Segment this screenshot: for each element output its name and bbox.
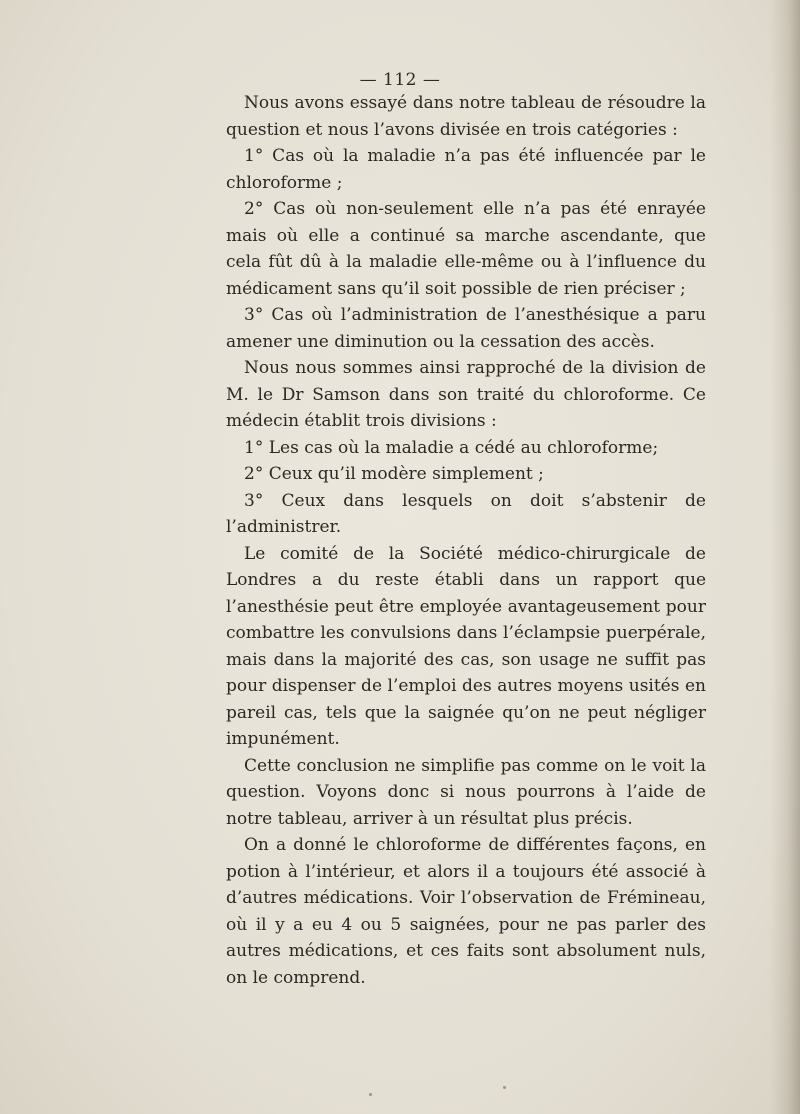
paragraph-10: Cette conclusion ne simplifie pas comme on le voit la question. Voyons donc si nous pourrons à l’aide de notre tableau, arriver à un résultat plus précis. [226, 755, 706, 829]
paragraph-11: On a donné le chloroforme de différentes façons, en potion à l’intérieur, et alors il a toujours été associé à d’autres médications. Voir l’observation de Frémineau, où il y a eu 4 ou 5 saignées, pour ne pas parler des autres médications, et ces faits sont absolument nuls, on le comprend. [226, 835, 706, 988]
page-number: — 112 — [359, 70, 441, 90]
paragraph-9: Le comité de la Société médico-chirurgicale de Londres a du reste établi dans un rapport que l’anesthésie peut être employée avantageusement pour combattre les convulsions dans l’éclampsie puerpérale, mais dans la majorité des cas, son usage ne suffit pas pour dispenser de l’emploi des autres moyens usités en pareil cas, tels que la saignée qu’on ne peut négliger impunément. [226, 543, 706, 749]
paragraph-7: 2° Ceux qu’il modère simplement ; [244, 464, 544, 484]
paper-speck [369, 1093, 372, 1096]
paragraph-2: 1° Cas où la maladie n’a pas été influencée par le chloroforme ; [226, 146, 706, 193]
paragraph-4: 3° Cas où l’administration de l’anesthésique a paru amener une diminution ou la cessation des accès. [226, 305, 706, 352]
body-text [226, 90, 706, 991]
paper-speck [503, 1086, 506, 1089]
page-edge-shadow [770, 0, 800, 1114]
paragraph-6: 1° Les cas où la maladie a cédé au chloroforme; [244, 437, 659, 458]
paragraph-3: 2° Cas où non-seulement elle n’a pas été enrayée mais où elle a continué sa marche ascendante, que cela fût dû à la maladie elle-même ou à l’influence du médicament sans qu’il soit possible de rien préciser ; [226, 199, 706, 299]
paragraph-1: Nous avons essayé dans notre tableau de résoudre la question et nous l’avons divisée en trois catégories : [226, 93, 706, 140]
paragraph-8: 3° Ceux dans lesquels on doit s’abstenir de l’administrer. [226, 490, 706, 537]
paragraph-5: Nous nous sommes ainsi rapproché de la division de M. le Dr Samson dans son traité du chloroforme. Ce médecin établit trois divisions : [226, 358, 706, 431]
